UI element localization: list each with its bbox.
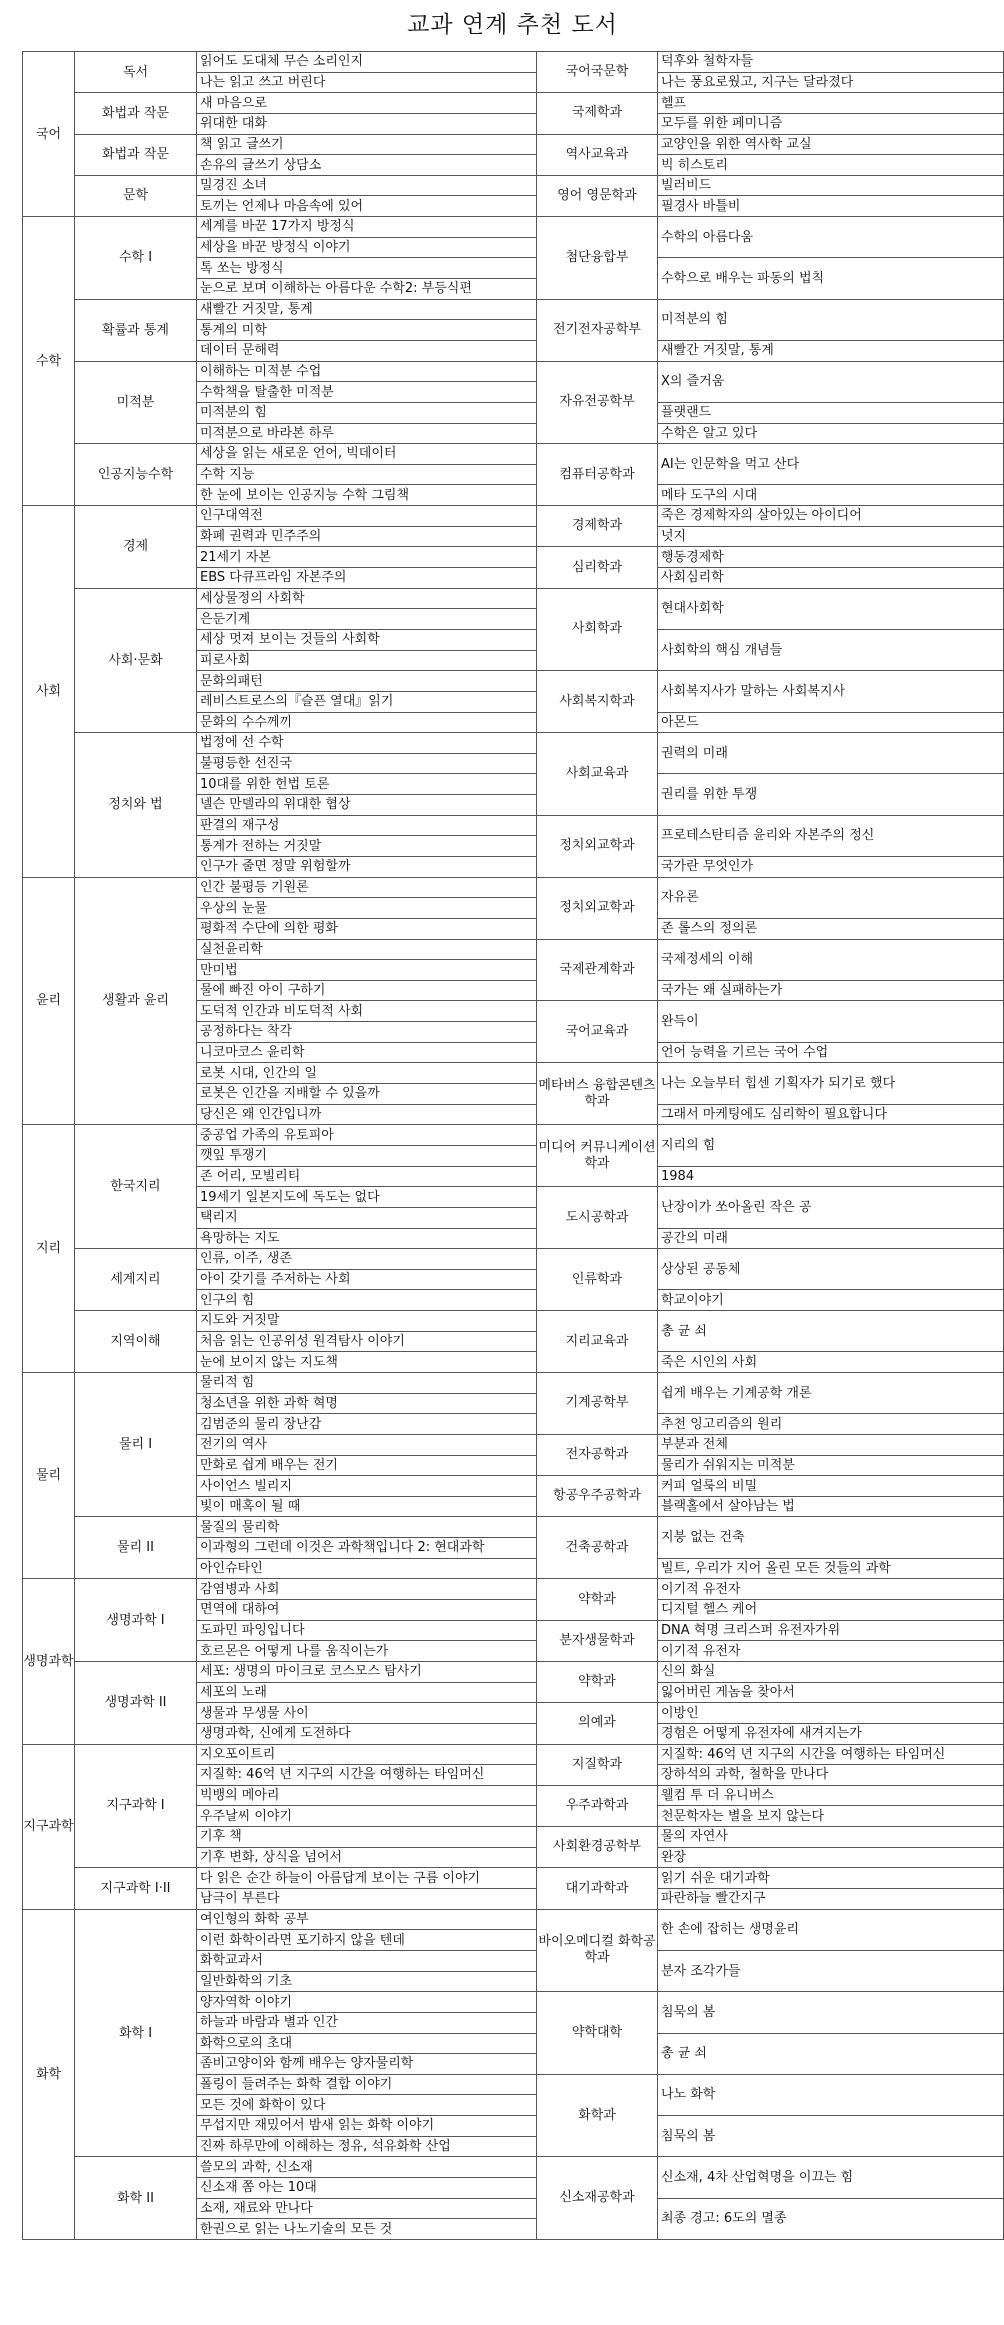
table-row (23, 134, 1004, 155)
table-row (23, 1909, 1004, 1930)
table-row (23, 1868, 1004, 1889)
reading-list-table (22, 51, 1004, 2240)
book-title: 이런 화학이라면 포기하지 않을 텐데 (197, 1930, 537, 1951)
recommended-book: 죽은 시인의 사회 (658, 1352, 1004, 1373)
recommended-book: 헬프 (658, 93, 1004, 114)
recommended-book: 이방인 (658, 1703, 1004, 1724)
subject-cell: 윤리 (23, 877, 75, 1125)
book-title: 피로사회 (197, 650, 537, 671)
course-cell: 지구과학 I·II (75, 1868, 197, 1909)
book-title: 처음 읽는 인공위성 원격탐사 이야기 (197, 1331, 537, 1352)
book-title: 21세기 자본 (197, 547, 537, 568)
book-title: 나는 읽고 쓰고 버린다 (197, 72, 537, 93)
book-title: 폴링이 들려주는 화학 결합 이야기 (197, 2074, 537, 2095)
subject-cell: 사회 (23, 506, 75, 878)
book-title: 손유의 글쓰기 상담소 (197, 155, 537, 176)
recommended-book: 수학의 아름다움 (658, 217, 1004, 258)
recommended-book: 지붕 없는 건축 (658, 1517, 1004, 1558)
recommended-book: 최종 경고: 6도의 멸종 (658, 2198, 1004, 2239)
book-title: 일반화학의 기초 (197, 1971, 537, 1992)
book-title: 미적분의 힘 (197, 402, 537, 423)
recommended-book: 프로테스탄티즘 윤리와 자본주의 정신 (658, 815, 1004, 856)
department-cell: 미디어 커뮤니케이션학과 (537, 1125, 658, 1187)
recommended-book: 존 롤스의 정의론 (658, 918, 1004, 939)
department-cell: 사회환경공학부 (537, 1827, 658, 1868)
book-title: 수학 지능 (197, 464, 537, 485)
book-title: 진짜 하루만에 이해하는 정유, 석유화학 산업 (197, 2136, 537, 2157)
recommended-book: 부분과 전체 (658, 1434, 1004, 1455)
table-row (23, 877, 1004, 898)
department-cell: 사회교육과 (537, 733, 658, 816)
department-cell: 첨단융합부 (537, 217, 658, 300)
book-title: 인구가 줄면 정말 위험할까 (197, 856, 537, 877)
book-title: 눈에 보이지 않는 지도책 (197, 1352, 537, 1373)
recommended-book: 메타 도구의 시대 (658, 485, 1004, 506)
book-title: 은둔기계 (197, 609, 537, 630)
recommended-book: 지질학: 46억 년 지구의 시간을 여행하는 타임머신 (658, 1744, 1004, 1765)
recommended-book: 신의 화실 (658, 1661, 1004, 1682)
book-title: 통계가 전하는 거짓말 (197, 836, 537, 857)
department-cell: 국제학과 (537, 93, 658, 134)
book-title: 감염병과 사회 (197, 1579, 537, 1600)
table-row (23, 1125, 1004, 1146)
recommended-book: 물의 자연사 (658, 1827, 1004, 1848)
department-cell: 심리학과 (537, 547, 658, 588)
department-cell: 항공우주공학과 (537, 1476, 658, 1517)
book-title: 지질학: 46억 년 지구의 시간을 여행하는 타임머신 (197, 1765, 537, 1786)
book-title: 밀경진 소녀 (197, 175, 537, 196)
department-cell: 건축공학과 (537, 1517, 658, 1579)
recommended-book: 장하석의 과학, 철학을 만나다 (658, 1765, 1004, 1786)
book-title: 김범준의 물리 장난감 (197, 1414, 537, 1435)
recommended-book: 학교이야기 (658, 1290, 1004, 1311)
recommended-book: 이기적 유전자 (658, 1579, 1004, 1600)
course-cell: 독서 (75, 52, 197, 93)
recommended-book: 사회심리학 (658, 568, 1004, 589)
table-row (23, 588, 1004, 609)
book-title: 소재, 재료와 만나다 (197, 2198, 537, 2219)
recommended-book: X의 즐거움 (658, 361, 1004, 402)
course-cell: 인공지능수학 (75, 444, 197, 506)
book-title: 화학교과서 (197, 1950, 537, 1971)
recommended-book: 난장이가 쏘아올린 작은 공 (658, 1187, 1004, 1228)
subject-cell: 생명과학 (23, 1579, 75, 1744)
department-cell: 신소재공학과 (537, 2157, 658, 2240)
department-cell: 사회복지학과 (537, 671, 658, 733)
recommended-book: 새빨간 거짓말, 통계 (658, 340, 1004, 361)
department-cell: 약학대학 (537, 1992, 658, 2075)
book-title: 호르몬은 어떻게 나를 움직이는가 (197, 1641, 537, 1662)
recommended-book: 이기적 유전자 (658, 1641, 1004, 1662)
recommended-book: 행동경제학 (658, 547, 1004, 568)
department-cell: 자유전공학부 (537, 361, 658, 444)
book-title: 화학으로의 초대 (197, 2033, 537, 2054)
book-title: 공정하다는 착각 (197, 1022, 537, 1043)
department-cell: 전자공학과 (537, 1434, 658, 1475)
book-title: 세상을 읽는 새로운 언어, 빅데이터 (197, 444, 537, 465)
recommended-book: 상상된 공동체 (658, 1249, 1004, 1290)
table-row (23, 1249, 1004, 1270)
recommended-book: 쉽게 배우는 기계공학 개론 (658, 1373, 1004, 1414)
recommended-book: 완장 (658, 1847, 1004, 1868)
course-cell: 물리 II (75, 1517, 197, 1579)
recommended-book: 언어 능력을 기르는 국어 수업 (658, 1042, 1004, 1063)
recommended-book: 잃어버린 게놈을 찾아서 (658, 1682, 1004, 1703)
subject-cell: 지리 (23, 1125, 75, 1373)
book-title: 물리적 힘 (197, 1373, 537, 1394)
book-title: 물질의 물리학 (197, 1517, 537, 1538)
recommended-book: 국가란 무엇인가 (658, 856, 1004, 877)
recommended-book: 수학으로 배우는 파동의 법칙 (658, 258, 1004, 299)
recommended-book: 교양인을 위한 역사학 교실 (658, 134, 1004, 155)
table-row (23, 1373, 1004, 1394)
course-cell: 정치와 법 (75, 733, 197, 877)
book-title: 중공업 가족의 유토피아 (197, 1125, 537, 1146)
department-cell: 우주과학과 (537, 1785, 658, 1826)
department-cell: 화학과 (537, 2074, 658, 2157)
recommended-book: 넛지 (658, 526, 1004, 547)
book-title: 눈으로 보며 이해하는 아름다운 수학2: 부등식편 (197, 279, 537, 300)
department-cell: 바이오메디컬 화학공학과 (537, 1909, 658, 1992)
recommended-book: 권력의 미래 (658, 733, 1004, 774)
department-cell: 지질학과 (537, 1744, 658, 1785)
course-cell: 확률과 통계 (75, 299, 197, 361)
book-title: 면역에 대하여 (197, 1600, 537, 1621)
book-title: 사이언스 빌리지 (197, 1476, 537, 1497)
course-cell: 문학 (75, 175, 197, 216)
recommended-book: 공간의 미래 (658, 1228, 1004, 1249)
subject-cell: 수학 (23, 217, 75, 506)
book-title: 쓸모의 과학, 신소재 (197, 2157, 537, 2178)
book-title: 빅뱅의 메아리 (197, 1785, 537, 1806)
book-title: 새 마음으로 (197, 93, 537, 114)
department-cell: 지리교육과 (537, 1311, 658, 1373)
recommended-book: 빌트, 우리가 지어 올린 모든 것들의 과학 (658, 1558, 1004, 1579)
page-title: 교과 연계 추천 도서 (407, 12, 618, 38)
book-title: 욕망하는 지도 (197, 1228, 537, 1249)
book-title: 문화의 수수께끼 (197, 712, 537, 733)
recommended-book: 현대사회학 (658, 588, 1004, 629)
book-title: 존 어리, 모빌리티 (197, 1166, 537, 1187)
department-cell: 도시공학과 (537, 1187, 658, 1249)
recommended-book: 침묵의 봄 (658, 2116, 1004, 2157)
table-row (23, 733, 1004, 754)
book-title: 불평등한 선진국 (197, 753, 537, 774)
recommended-book: 천문학자는 별을 보지 않는다 (658, 1806, 1004, 1827)
department-cell: 메타버스 융합콘텐츠학과 (537, 1063, 658, 1125)
book-title: 도덕적 인간과 비도덕적 사회 (197, 1001, 537, 1022)
book-title: 인구의 힘 (197, 1290, 537, 1311)
subject-cell: 국어 (23, 52, 75, 217)
department-cell: 국제관계학과 (537, 939, 658, 1001)
book-title: 도파민 파잉입니다 (197, 1620, 537, 1641)
table-row (23, 217, 1004, 238)
department-cell: 약학과 (537, 1661, 658, 1702)
recommended-book: 1984 (658, 1166, 1004, 1187)
book-title: 우상의 눈물 (197, 898, 537, 919)
book-title: 생명과학, 신에게 도전하다 (197, 1723, 537, 1744)
book-title: 수학책을 탈출한 미적분 (197, 382, 537, 403)
recommended-book: 파란하늘 빨간지구 (658, 1889, 1004, 1910)
table-row (23, 1517, 1004, 1538)
recommended-book: 디지털 헬스 케어 (658, 1600, 1004, 1621)
table-row (23, 2157, 1004, 2178)
recommended-book: 신소재, 4차 산업혁명을 이끄는 힘 (658, 2157, 1004, 2198)
course-cell: 화학 II (75, 2157, 197, 2240)
table-row (23, 175, 1004, 196)
recommended-book: 필경사 바틀비 (658, 196, 1004, 217)
subject-cell: 지구과학 (23, 1744, 75, 1909)
book-title: 깻잎 투쟁기 (197, 1145, 537, 1166)
book-title: 만화로 쉽게 배우는 전기 (197, 1455, 537, 1476)
course-cell: 지역이해 (75, 1311, 197, 1373)
recommended-book: 수학은 알고 있다 (658, 423, 1004, 444)
book-title: 한권으로 읽는 나노기술의 모든 것 (197, 2219, 537, 2240)
book-title: 청소년을 위한 과학 혁명 (197, 1393, 537, 1414)
department-cell: 의예과 (537, 1703, 658, 1744)
recommended-book: 모두를 위한 페미니즘 (658, 113, 1004, 134)
department-cell: 약학과 (537, 1579, 658, 1620)
book-title: 기후 변화, 상식을 넘어서 (197, 1847, 537, 1868)
book-title: 무섭지만 재밌어서 밤새 읽는 화학 이야기 (197, 2116, 537, 2137)
recommended-book: 플랫랜드 (658, 402, 1004, 423)
book-title: 남극이 부른다 (197, 1889, 537, 1910)
book-title: 이과형의 그런데 이것은 과학책입니다 2: 현대과학 (197, 1538, 537, 1559)
book-title: 물에 빠진 아이 구하기 (197, 980, 537, 1001)
recommended-book: 지리의 힘 (658, 1125, 1004, 1166)
course-cell: 세계지리 (75, 1249, 197, 1311)
recommended-book: 미적분의 힘 (658, 299, 1004, 340)
book-title: 세포: 생명의 마이크로 코스모스 탐사기 (197, 1661, 537, 1682)
recommended-book: 사회복지사가 말하는 사회복지사 (658, 671, 1004, 712)
table-row (23, 52, 1004, 73)
course-cell: 생명과학 I (75, 1579, 197, 1662)
book-title: 넬슨 만델라의 위대한 협상 (197, 795, 537, 816)
course-cell: 화법과 작문 (75, 134, 197, 175)
course-cell: 화법과 작문 (75, 93, 197, 134)
department-cell: 분자생물학과 (537, 1620, 658, 1661)
department-cell: 대기과학과 (537, 1868, 658, 1909)
table-row (23, 444, 1004, 465)
department-cell: 영어 영문학과 (537, 175, 658, 216)
book-title: 빛이 매혹이 될 때 (197, 1496, 537, 1517)
book-title: 모든 것에 화학이 있다 (197, 2095, 537, 2116)
book-title: 하늘과 바람과 별과 인간 (197, 2012, 537, 2033)
book-title: 새빨간 거짓말, 통계 (197, 299, 537, 320)
book-title: 판결의 재구성 (197, 815, 537, 836)
table-row (23, 1579, 1004, 1600)
recommended-book: 한 손에 잡히는 생명윤리 (658, 1909, 1004, 1950)
department-cell: 국어국문학 (537, 52, 658, 93)
recommended-book: 블랙홀에서 살아남는 법 (658, 1496, 1004, 1517)
book-title: 기후 책 (197, 1827, 537, 1848)
book-title: 세상을 바꾼 방정식 이야기 (197, 237, 537, 258)
book-title: 신소재 쫌 아는 10대 (197, 2177, 537, 2198)
department-cell: 정치외교학과 (537, 815, 658, 877)
book-title: 인간 불평등 기원론 (197, 877, 537, 898)
subject-cell: 화학 (23, 1909, 75, 2239)
course-cell: 한국지리 (75, 1125, 197, 1249)
course-cell: 화학 I (75, 1909, 197, 2157)
book-title: 양자역학 이야기 (197, 1992, 537, 2013)
book-title: 세상 멋져 보이는 것들의 사회학 (197, 629, 537, 650)
recommended-book: 사회학의 핵심 개념들 (658, 629, 1004, 670)
book-title: 톡 쏘는 방정식 (197, 258, 537, 279)
recommended-book: 빅 히스토리 (658, 155, 1004, 176)
book-title: 화폐 권력과 민주주의 (197, 526, 537, 547)
department-cell: 국어교육과 (537, 1001, 658, 1063)
recommended-book: AI는 인문학을 먹고 산다 (658, 444, 1004, 485)
course-cell: 미적분 (75, 361, 197, 444)
book-title: 로봇은 인간을 지배할 수 있을까 (197, 1084, 537, 1105)
table-row (23, 1661, 1004, 1682)
document (22, 0, 1003, 2240)
department-cell: 전기전자공학부 (537, 299, 658, 361)
recommended-book: 읽기 쉬운 대기과학 (658, 1868, 1004, 1889)
table-row (23, 93, 1004, 114)
recommended-book: 빌러비드 (658, 175, 1004, 196)
book-title: 로봇 시대, 인간의 일 (197, 1063, 537, 1084)
recommended-book: 총 균 쇠 (658, 2033, 1004, 2074)
book-title: 이해하는 미적분 수업 (197, 361, 537, 382)
book-title: 인구대역전 (197, 506, 537, 527)
department-cell: 정치외교학과 (537, 877, 658, 939)
book-title: 위대한 대화 (197, 113, 537, 134)
book-title: EBS 다큐프라임 자본주의 (197, 568, 537, 589)
book-title: 19세기 일본지도에 독도는 없다 (197, 1187, 537, 1208)
book-title: 여인형의 화학 공부 (197, 1909, 537, 1930)
book-title: 인류, 이주, 생존 (197, 1249, 537, 1270)
recommended-book: 침묵의 봄 (658, 1992, 1004, 2033)
recommended-book: 경험은 어떻게 유전자에 새겨지는가 (658, 1723, 1004, 1744)
book-title: 읽어도 도대체 무슨 소리인지 (197, 52, 537, 73)
recommended-book: 국가는 왜 실패하는가 (658, 980, 1004, 1001)
book-title: 택리지 (197, 1207, 537, 1228)
recommended-book: 국제정세의 이해 (658, 939, 1004, 980)
book-title: 당신은 왜 인간입니까 (197, 1104, 537, 1125)
book-title: 한 눈에 보이는 인공지능 수학 그림책 (197, 485, 537, 506)
course-cell: 지구과학 I (75, 1744, 197, 1868)
recommended-book: 분자 조각가들 (658, 1950, 1004, 1991)
course-cell: 사회·문화 (75, 588, 197, 732)
recommended-book: 웰컴 투 더 유니버스 (658, 1785, 1004, 1806)
book-title: 세상물정의 사회학 (197, 588, 537, 609)
recommended-book: 나는 풍요로웠고, 지구는 달라졌다 (658, 72, 1004, 93)
table-row (23, 361, 1004, 382)
department-cell: 기계공학부 (537, 1373, 658, 1435)
course-cell: 경제 (75, 506, 197, 589)
book-title: 10대를 위한 헌법 토론 (197, 774, 537, 795)
book-title: 생물과 무생물 사이 (197, 1703, 537, 1724)
recommended-book: 완득이 (658, 1001, 1004, 1042)
recommended-book: 총 균 쇠 (658, 1311, 1004, 1352)
book-title: 토끼는 언제나 마음속에 있어 (197, 196, 537, 217)
book-title: 세포의 노래 (197, 1682, 537, 1703)
table-row (23, 506, 1004, 527)
book-title: 아이 갖기를 주저하는 사회 (197, 1269, 537, 1290)
book-title: 평화적 수단에 의한 평화 (197, 918, 537, 939)
recommended-book: 죽은 경제학자의 살아있는 아이디어 (658, 506, 1004, 527)
book-title: 문화의패턴 (197, 671, 537, 692)
table-row (23, 299, 1004, 320)
book-title: 니코마코스 윤리학 (197, 1042, 537, 1063)
recommended-book: DNA 혁명 크리스퍼 유전자가위 (658, 1620, 1004, 1641)
subject-cell: 물리 (23, 1373, 75, 1579)
book-title: 레비스트로스의『슬픈 열대』읽기 (197, 691, 537, 712)
recommended-book: 나노 화학 (658, 2074, 1004, 2115)
book-title: 책 읽고 글쓰기 (197, 134, 537, 155)
recommended-book: 나는 오늘부터 힙센 기획자가 되기로 했다 (658, 1063, 1004, 1104)
course-cell: 생명과학 II (75, 1661, 197, 1744)
book-title: 전기의 역사 (197, 1434, 537, 1455)
book-title: 통계의 미학 (197, 320, 537, 341)
course-cell: 생활과 윤리 (75, 877, 197, 1125)
recommended-book: 자유론 (658, 877, 1004, 918)
book-title: 실천윤리학 (197, 939, 537, 960)
book-title: 다 읽은 순간 하늘이 아름답게 보이는 구름 이야기 (197, 1868, 537, 1889)
recommended-book: 추천 잉고리즘의 원리 (658, 1414, 1004, 1435)
table-row (23, 1311, 1004, 1332)
department-cell: 역사교육과 (537, 134, 658, 175)
book-title: 아인슈타인 (197, 1558, 537, 1579)
recommended-book: 권리를 위한 투쟁 (658, 774, 1004, 815)
book-title: 지도와 거짓말 (197, 1311, 537, 1332)
department-cell: 인류학과 (537, 1249, 658, 1311)
book-title: 법정에 선 수학 (197, 733, 537, 754)
book-title: 지오포이트리 (197, 1744, 537, 1765)
recommended-book: 물리가 쉬워지는 미적분 (658, 1455, 1004, 1476)
recommended-book: 커피 얼룩의 비밀 (658, 1476, 1004, 1497)
book-title: 세계를 바꾼 17가지 방정식 (197, 217, 537, 238)
recommended-book: 그래서 마케팅에도 심리학이 필요합니다 (658, 1104, 1004, 1125)
book-title: 우주날씨 이야기 (197, 1806, 537, 1827)
recommended-book: 아몬드 (658, 712, 1004, 733)
table-row (23, 1744, 1004, 1765)
book-title: 만미법 (197, 960, 537, 981)
department-cell: 컴퓨터공학과 (537, 444, 658, 506)
course-cell: 물리 I (75, 1373, 197, 1517)
book-title: 좀비고양이와 함께 배우는 양자물리학 (197, 2054, 537, 2075)
book-title: 데이터 문해력 (197, 340, 537, 361)
book-title: 미적분으로 바라본 하루 (197, 423, 537, 444)
recommended-book: 덕후와 철학자들 (658, 52, 1004, 73)
department-cell: 경제학과 (537, 506, 658, 547)
department-cell: 사회학과 (537, 588, 658, 671)
course-cell: 수학 I (75, 217, 197, 300)
